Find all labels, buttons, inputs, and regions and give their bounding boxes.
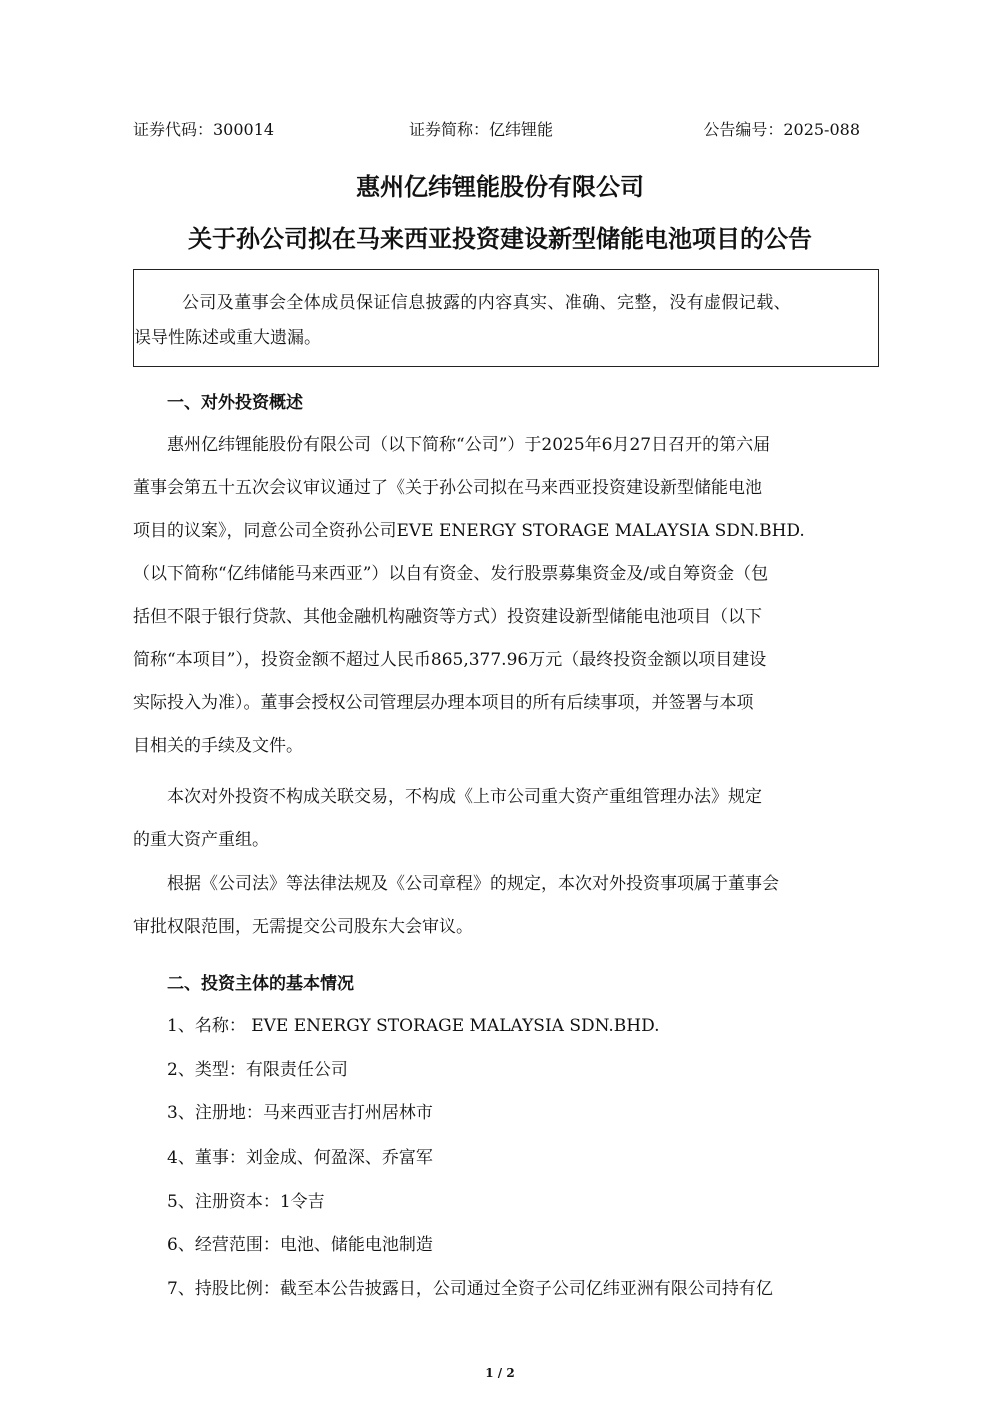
disclosure-notice-box [133,269,879,367]
paragraph-line: 董事会第五十五次会议审议通过了《关于孙公司拟在马来西亚投资建设新型储能电池 [133,478,762,498]
paragraph-line: 的重大资产重组。 [133,830,269,850]
paragraph-line: （以下简称“亿纬储能马来西亚”）以自有资金、发行股票募集资金及/或自筹资金（包 [133,564,769,584]
paragraph-line: 括但不限于银行贷款、其他金融机构融资等方式）投资建设新型储能电池项目（以下 [133,607,762,627]
list-item: 4、董事：刘金成、何盈深、乔富军 [167,1148,433,1168]
announcement-number: 公告编号：2025-088 [703,120,860,139]
list-item: 6、经营范围：电池、储能电池制造 [167,1235,433,1255]
paragraph-line: 审批权限范围，无需提交公司股东大会审议。 [133,917,473,937]
paragraph-line: 惠州亿纬锂能股份有限公司（以下简称“公司”）于2025年6月27日召开的第六届 [167,435,771,455]
paragraph-line: 本次对外投资不构成关联交易，不构成《上市公司重大资产重组管理办法》规定 [167,787,762,807]
list-item: 2、类型：有限责任公司 [167,1060,348,1080]
list-item: 5、注册资本：1令吉 [167,1192,325,1212]
paragraph-line: 简称“本项目”），投资金额不超过人民币865,377.96万元（最终投资金额以项目建设 [133,650,767,670]
section-1-heading: 一、对外投资概述 [167,393,303,413]
list-item: 7、持股比例：截至本公告披露日，公司通过全资子公司亿纬亚洲有限公司持有亿 [167,1279,773,1299]
paragraph-line: 实际投入为准）。董事会授权公司管理层办理本项目的所有后续事项，并签署与本项 [133,693,754,713]
list-item: 1、名称： EVE ENERGY STORAGE MALAYSIA SDN.BHD. [167,1016,660,1036]
notice-line-1: 公司及董事会全体成员保证信息披露的内容真实、准确、完整，没有虚假记载、 [182,293,791,313]
stock-code: 证券代码：300014 [133,120,275,139]
company-title: 惠州亿纬锂能股份有限公司 [356,172,644,201]
paragraph-line: 目相关的手续及文件。 [133,736,303,756]
paragraph-line: 根据《公司法》等法律法规及《公司章程》的规定，本次对外投资事项属于董事会 [167,874,779,894]
paragraph-line: 项目的议案》，同意公司全资孙公司EVE ENERGY STORAGE MALAYSIA SDN.BHD. [133,521,805,541]
section-2-heading: 二、投资主体的基本情况 [167,974,354,994]
page-number: 1 / 2 [485,1366,515,1380]
document-header [133,117,860,143]
announcement-title: 关于孙公司拟在马来西亚投资建设新型储能电池项目的公告 [188,224,812,253]
list-item: 3、注册地：马来西亚吉打州居林市 [167,1103,433,1123]
notice-line-2: 误导性陈述或重大遗漏。 [134,328,321,348]
stock-abbreviation: 证券简称：亿纬锂能 [409,120,554,139]
